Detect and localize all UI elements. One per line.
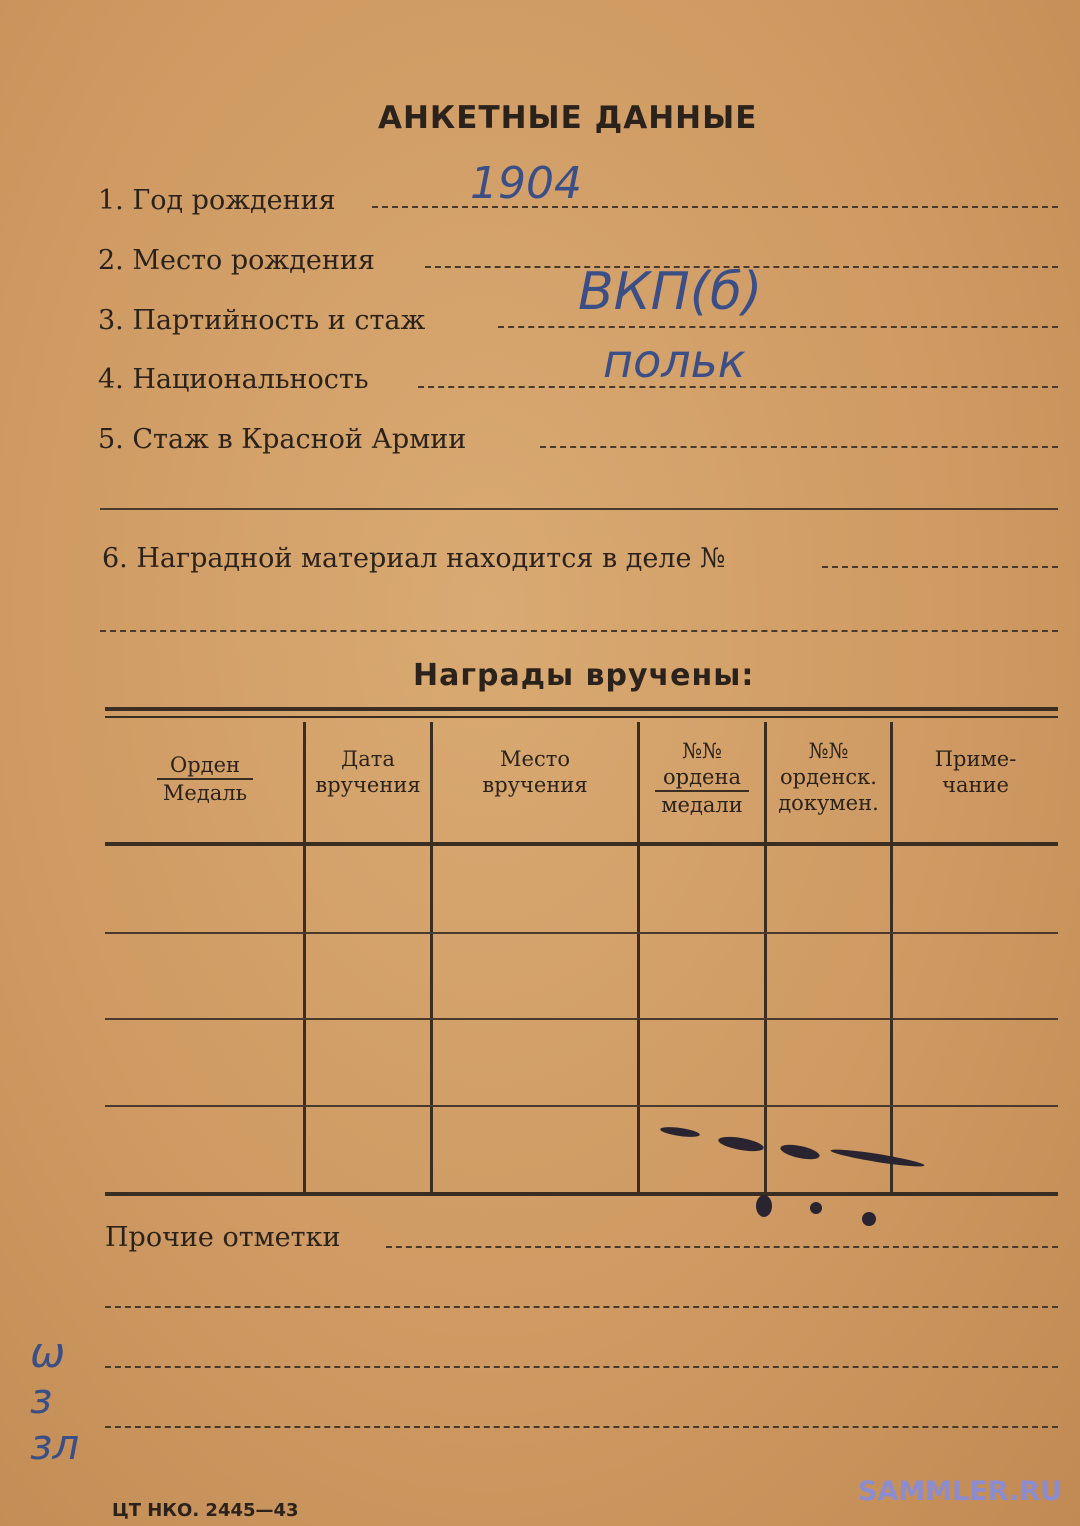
field-party-value: ВКП(б) — [578, 262, 763, 322]
table-top-rule — [105, 707, 1058, 711]
ink-blot — [810, 1202, 822, 1214]
margin-handwriting — [30, 1330, 79, 1468]
field-award-file-line-2 — [100, 630, 1058, 632]
margin-handwriting-text: ω з зл — [30, 1328, 80, 1469]
ink-blot — [717, 1134, 764, 1154]
col-header-note-bottom: чание — [942, 773, 1009, 797]
table-row-rule-1 — [105, 932, 1058, 934]
other-notes-line-1 — [386, 1246, 1058, 1248]
col-header-date — [306, 746, 430, 798]
ink-blot — [862, 1212, 876, 1226]
ink-blot — [830, 1147, 925, 1170]
col-header-doc-number-bottom: докумен. — [778, 791, 879, 815]
field-birth-year-value: 1904 — [470, 158, 582, 209]
awards-title: Награды вручены: — [413, 658, 755, 693]
col-header-order-medal — [110, 752, 300, 806]
field-army-service-label: 5. Стаж в Красной Армии — [98, 424, 467, 455]
other-notes-line-2 — [105, 1306, 1058, 1308]
ink-blot — [756, 1195, 772, 1217]
col-header-note — [893, 746, 1058, 798]
field-party-label: 3. Партийность и стаж — [98, 305, 426, 336]
other-notes-line-3 — [105, 1366, 1058, 1368]
field-nationality-label: 4. Национальность — [98, 364, 369, 395]
table-bottom-rule — [105, 1192, 1058, 1196]
col-header-place-top: Место — [500, 747, 570, 771]
printer-imprint: ЦТ НКО. 2445—43 — [112, 1500, 299, 1521]
col-header-doc-number-mid: орденск. — [779, 765, 877, 789]
col-header-order: Орден — [157, 752, 253, 780]
col-header-place-bottom: вручения — [482, 773, 588, 797]
col-header-order-number-mid: ордена — [655, 764, 749, 792]
field-army-service-line — [540, 446, 1058, 448]
table-header-rule — [105, 842, 1058, 846]
field-nationality-value: польк — [603, 334, 746, 388]
col-header-order-number-top: №№ — [682, 739, 722, 763]
col-header-note-top: Приме- — [934, 747, 1017, 771]
field-award-file-label: 6. Наградной материал находится в деле № — [102, 543, 726, 574]
table-row-rule-3 — [105, 1105, 1058, 1107]
ink-blot — [779, 1142, 821, 1162]
col-header-doc-number-top: №№ — [808, 739, 849, 763]
col-header-place — [433, 746, 637, 798]
field-birth-year-label: 1. Год рождения — [98, 185, 336, 216]
col-header-date-top: Дата — [341, 747, 395, 771]
col-header-date-bottom: вручения — [315, 773, 421, 797]
form-title: АНКЕТНЫЕ ДАННЫЕ — [378, 100, 758, 136]
col-header-order-number-bottom: медали — [661, 793, 743, 817]
col-header-medal: Медаль — [162, 781, 248, 805]
table-top-rule-thin — [105, 716, 1058, 718]
other-notes-label: Прочие отметки — [105, 1222, 341, 1253]
field-birthplace-label: 2. Место рождения — [98, 245, 375, 276]
site-watermark: SAMMLER.RU — [858, 1476, 1062, 1507]
field-award-file-line — [822, 566, 1058, 568]
other-notes-line-4 — [105, 1426, 1058, 1428]
field-party-line — [498, 326, 1058, 328]
col-header-order-number — [640, 738, 764, 818]
field-army-service-line-2 — [100, 508, 1058, 510]
ink-blot — [660, 1125, 701, 1138]
table-row-rule-2 — [105, 1018, 1058, 1020]
col-header-doc-number — [767, 738, 890, 816]
